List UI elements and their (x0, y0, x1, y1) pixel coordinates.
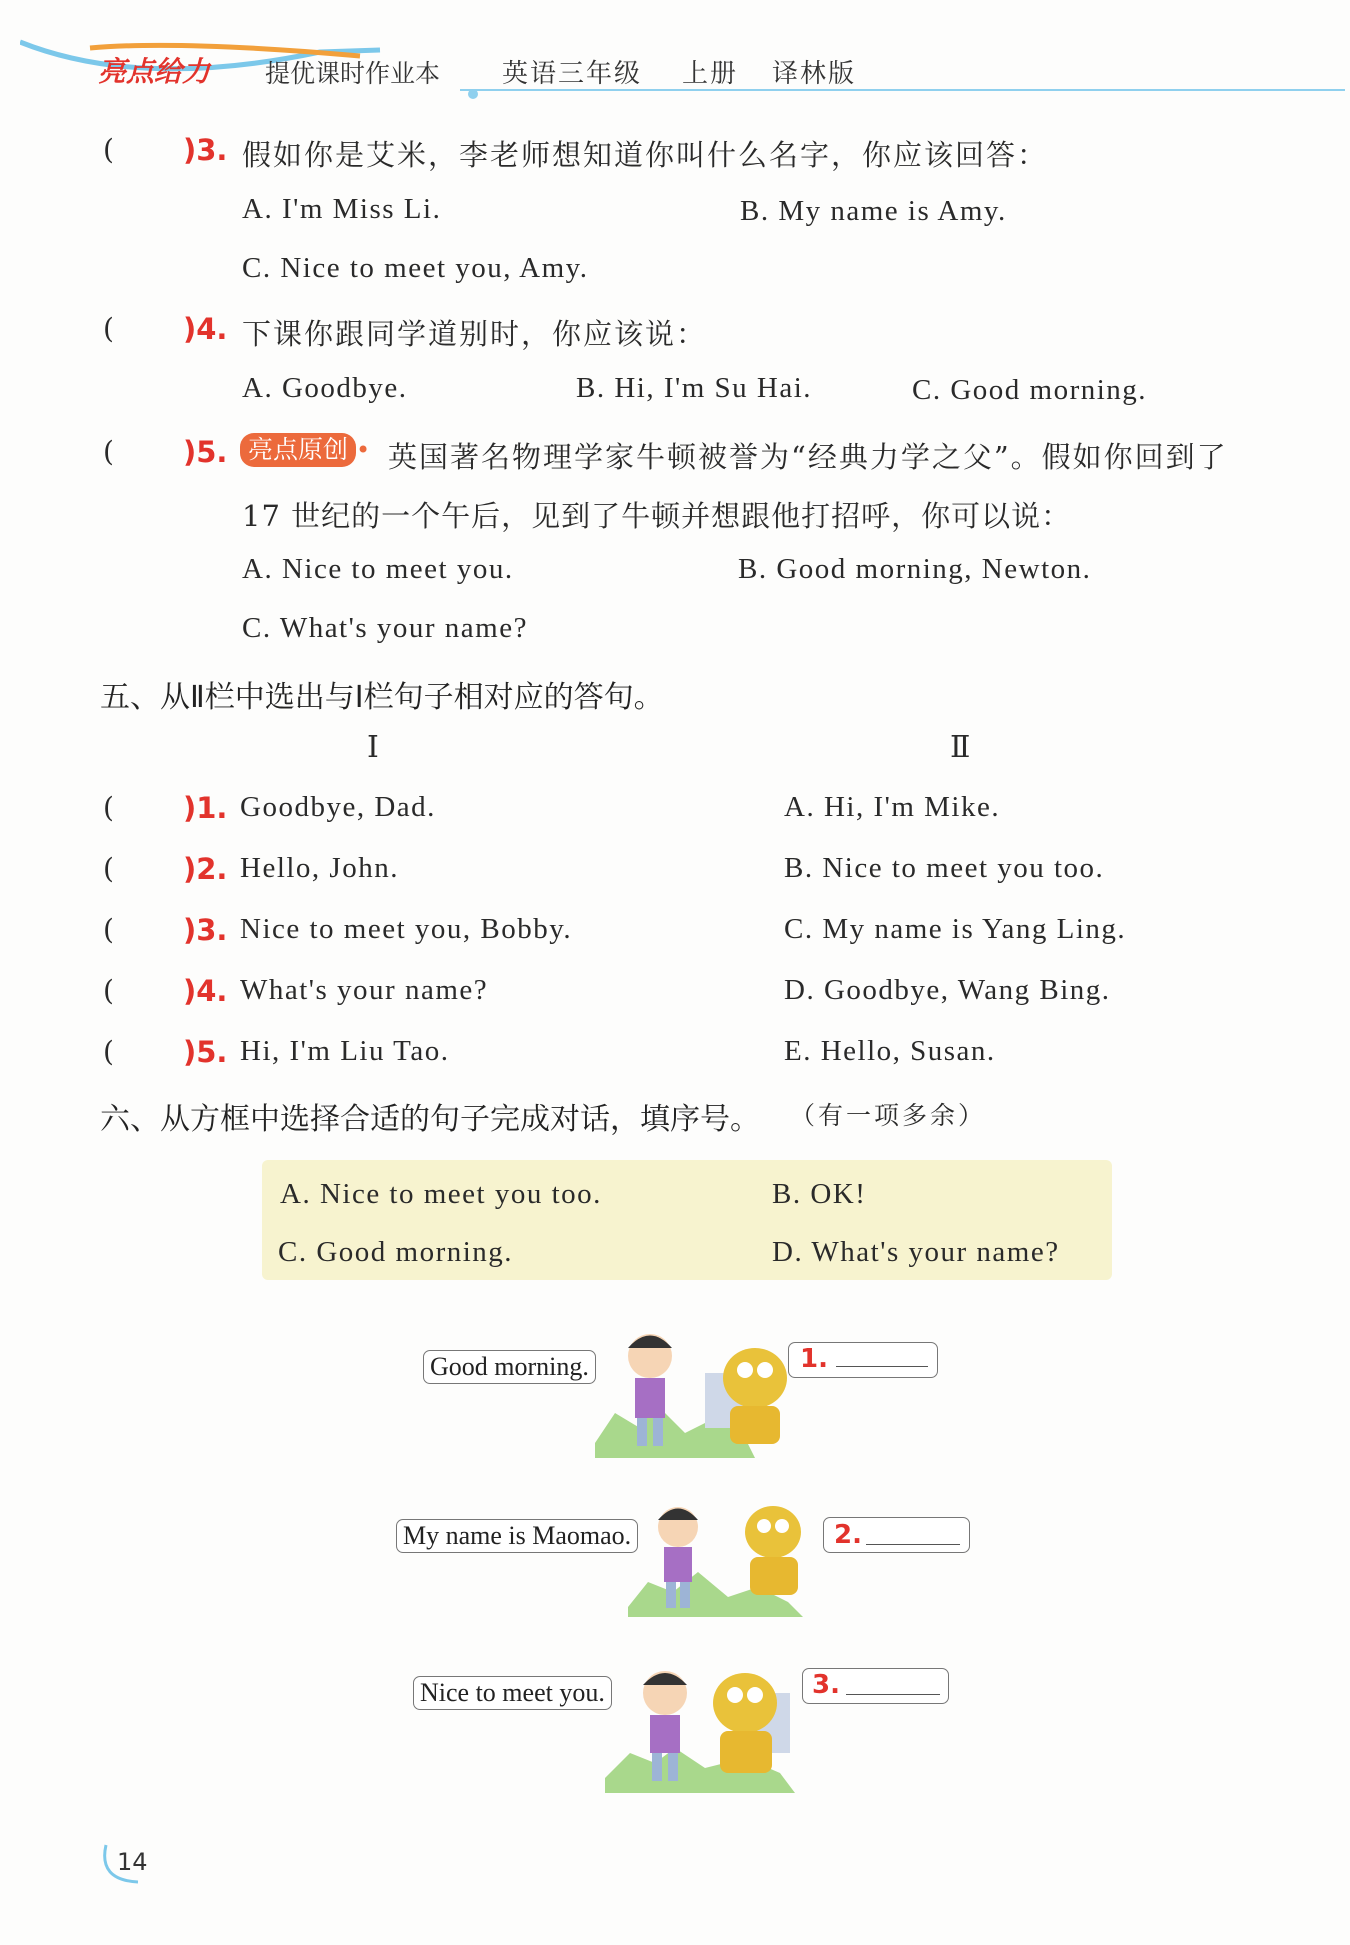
answer-bracket[interactable]: ( (103, 913, 114, 946)
answer-bracket[interactable]: ( (103, 133, 114, 166)
option-a: A. I'm Miss Li. (242, 193, 442, 225)
question-number: )5. (183, 435, 228, 469)
column-2-label: Ⅱ (950, 731, 972, 764)
answer-number: 2. (834, 1520, 862, 1550)
column-1-sentence: Nice to meet you, Bobby. (240, 913, 573, 945)
box-option-c: C. Good morning. (278, 1236, 514, 1268)
answer-blank[interactable] (836, 1366, 928, 1367)
question-number: )3. (183, 133, 228, 167)
answer-number: 3. (812, 1670, 840, 1700)
answer-blank[interactable] (846, 1694, 940, 1695)
question-text: 假如你是艾米，李老师想知道你叫什么名字，你应该回答： (242, 138, 1049, 172)
section-heading: 六、从方框中选择合适的句子完成对话，填序号。 (100, 1102, 760, 1137)
option-c: C. Good morning. (912, 374, 1148, 406)
answer-bracket[interactable]: ( (103, 852, 114, 885)
row-number: )5. (183, 1035, 228, 1069)
column-1-sentence: Hello, John. (240, 852, 399, 884)
answer-blank[interactable] (866, 1544, 960, 1545)
box-option-b: B. OK! (772, 1178, 867, 1210)
section-heading: 五、从Ⅱ栏中选出与Ⅰ栏句子相对应的答句。 (100, 680, 664, 715)
header-volume: 上册 (682, 59, 739, 89)
boy-robot-illustration (595, 1318, 815, 1458)
box-option-a: A. Nice to meet you too. (280, 1178, 602, 1210)
header-edition: 译林版 (772, 59, 857, 89)
speech-bubble: Nice to meet you. (413, 1676, 612, 1710)
boy-robot-illustration (605, 1653, 825, 1793)
answer-bracket[interactable]: ( (103, 1035, 114, 1068)
question-text-line1: 英国著名物理学家牛顿被誉为“经典力学之父”。假如你回到了 (388, 440, 1228, 474)
question-text: 下课你跟同学道别时，你应该说： (242, 317, 708, 351)
question-number: )4. (183, 312, 228, 346)
option-a: A. Nice to meet you. (242, 553, 514, 585)
row-number: )3. (183, 913, 228, 947)
row-number: )1. (183, 791, 228, 825)
answer-bracket[interactable]: ( (103, 312, 114, 345)
row-number: )4. (183, 974, 228, 1008)
column-2-response: D. Goodbye, Wang Bing. (784, 974, 1111, 1006)
boy-robot-illustration (628, 1492, 828, 1617)
answer-bracket[interactable]: ( (103, 974, 114, 1007)
option-b: B. Good morning, Newton. (738, 553, 1092, 585)
option-c: C. Nice to meet you, Amy. (242, 252, 589, 284)
option-b: B. Hi, I'm Su Hai. (576, 372, 813, 404)
answer-bracket[interactable]: ( (103, 791, 114, 824)
question-text-line2: 17 世纪的一个午后，见到了牛顿并想跟他打招呼，你可以说： (242, 499, 1072, 533)
page-number: 14 (117, 1848, 148, 1876)
section-note: （有一项多余） (790, 1101, 987, 1130)
box-option-d: D. What's your name? (772, 1236, 1060, 1268)
answer-number: 1. (800, 1344, 828, 1374)
speech-bubble: My name is Maomao. (396, 1519, 638, 1553)
answer-bracket[interactable]: ( (103, 435, 114, 468)
column-1-label: Ⅰ (367, 731, 381, 764)
column-1-sentence: What's your name? (240, 974, 489, 1006)
column-2-response: A. Hi, I'm Mike. (784, 791, 1001, 823)
original-tag: 亮点原创 • (240, 433, 370, 467)
column-2-response: E. Hello, Susan. (784, 1035, 996, 1067)
column-1-sentence: Goodbye, Dad. (240, 791, 436, 823)
column-2-response: C. My name is Yang Ling. (784, 913, 1127, 945)
speech-bubble: Good morning. (423, 1350, 596, 1384)
header-course: 英语三年级 (502, 59, 643, 89)
column-2-response: B. Nice to meet you too. (784, 852, 1105, 884)
option-a: A. Goodbye. (242, 372, 408, 404)
column-1-sentence: Hi, I'm Liu Tao. (240, 1035, 450, 1067)
option-c: C. What's your name? (242, 612, 528, 644)
option-b: B. My name is Amy. (740, 195, 1007, 227)
brand-logo: 亮点给力 (98, 55, 211, 88)
row-number: )2. (183, 852, 228, 886)
header-subtitle: 提优课时作业本 (265, 59, 441, 88)
